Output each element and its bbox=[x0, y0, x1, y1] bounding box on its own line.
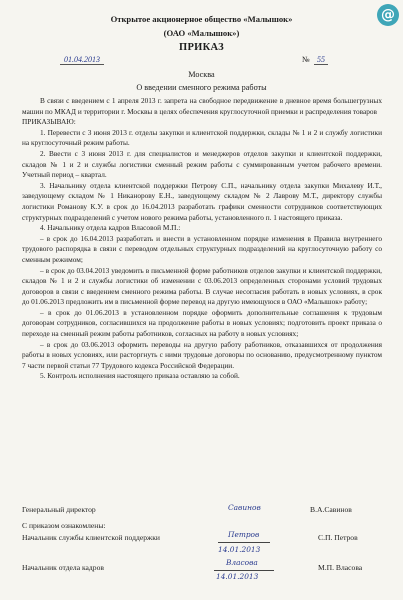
order-subitem: – в срок до 01.06.2013 в установленном порядке оформить дополнительные соглашения к трудовым договорам сотрудников, согласившихся на продолжение работы в новых условиях; подготовить проект приказа о переходе на сменный режим работы работников, согласных на работу в новых условиях; bbox=[22, 307, 382, 339]
preamble-paragraph: В связи с введением с 1 апреля 2013 г. запрета на свободное передвижение в дневное время большегрузных машин по МКАД и территории г. Москвы в целях обеспечения круглосуточной приемки и распределения товаров bbox=[22, 96, 382, 116]
order-subitem: – в срок до 03.04.2013 уведомить в письменной форме работников отделов закупки и клиентской поддержки, складов № 1 и 2 и службы логистики об изменении с 03.06.2013 определенных сторонами условий трудовых договоров в связи с введением сменного режима работы. В случае несогласия работать в новых условиях, в срок до 01.06.2013 предложить им в письменной форме перевод на другую имеющуюся в ОАО «Малышок» работу; bbox=[22, 265, 382, 307]
acquainted-label: С приказом ознакомлены: bbox=[22, 521, 106, 530]
person2-date: 14.01.2013 bbox=[216, 572, 259, 581]
order-item-1: 1. Перевести с 3 июня 2013 г. отделы закупки и клиентской поддержки, склады № 1 и 2 и службу логистики на круглосуточный режим работы. bbox=[22, 127, 382, 148]
organization-short-name: (ОАО «Малышок») bbox=[163, 28, 240, 38]
person1-date: 14.01.2013 bbox=[218, 545, 261, 554]
person2-name: М.П. Власова bbox=[318, 563, 363, 572]
director-title: Генеральный директор bbox=[22, 505, 96, 514]
director-signature: Савинов bbox=[228, 503, 261, 512]
order-item-3: 3. Начальнику отдела клиентской поддержки Петрову С.П., начальнику отдела закупки Михалеву И.Т., заведующему складом № 1 Никанорову Е.Н., заведующему складом № 2 Лаврову М.Т., директору службы логистики Романову К.У. в срок до 16.04.2013 разработать графики сменности сотрудников соответствующих структурных подразделений с учетом нового режима работы, установленного п. 1 настоящего приказа. bbox=[22, 180, 382, 222]
order-item-5: 5. Контроль исполнения настоящего приказа оставляю за собой. bbox=[40, 371, 240, 381]
city: Москва bbox=[188, 70, 215, 79]
person2-signature: Власова bbox=[226, 558, 258, 567]
order-subitem: – в срок до 03.06.2013 оформить переводы на другую работу работников, отказавшихся от продолжения работы в новых условиях, или расторгнуть с ними трудовые договоры по основанию, предусмотренному пунктом 7 части первой статьи 77 Трудового кодекса Российской Федерации. bbox=[22, 339, 382, 370]
brand-logo-icon: @ bbox=[377, 4, 399, 26]
person2-title: Начальник отдела кадров bbox=[22, 563, 104, 572]
order-subitem: – в срок до 16.04.2013 разработать и внести в установленном порядке изменения в Правила внутреннего трудового распорядка в связи с переводом отдельных структурных подразделений на круглосуточную работу со сменным режимом; bbox=[22, 233, 382, 264]
person2-signature-line bbox=[214, 570, 274, 571]
order-item-4: 4. Начальнику отдела кадров Власовой М.П.: bbox=[40, 223, 181, 233]
document-title: ПРИКАЗ bbox=[178, 42, 225, 53]
organization-full-name: Открытое акционерное общество «Малышок» bbox=[110, 14, 293, 24]
person1-signature: Петров bbox=[228, 530, 260, 539]
person1-signature-line bbox=[218, 542, 270, 543]
order-subject: О введении сменного режима работы bbox=[136, 83, 267, 92]
person1-name: С.П. Петров bbox=[318, 533, 358, 542]
order-number-label: № bbox=[302, 55, 310, 64]
director-name: В.А.Савинов bbox=[310, 505, 352, 514]
order-body bbox=[22, 96, 382, 382]
order-number: 55 bbox=[314, 55, 328, 65]
order-item-2: 2. Ввести с 3 июня 2013 г. для специалистов и менеджеров отделов закупки и клиентской поддержки, складов № 1 и 2 и службы логистики сменный режим работы с суммированным учетом рабочего времени. Учетный период – квартал. bbox=[22, 148, 382, 180]
order-keyword: ПРИКАЗЫВАЮ: bbox=[22, 117, 76, 127]
order-date: 01.04.2013 bbox=[60, 55, 104, 65]
person1-title: Начальник службы клиентской поддержки bbox=[22, 533, 160, 542]
